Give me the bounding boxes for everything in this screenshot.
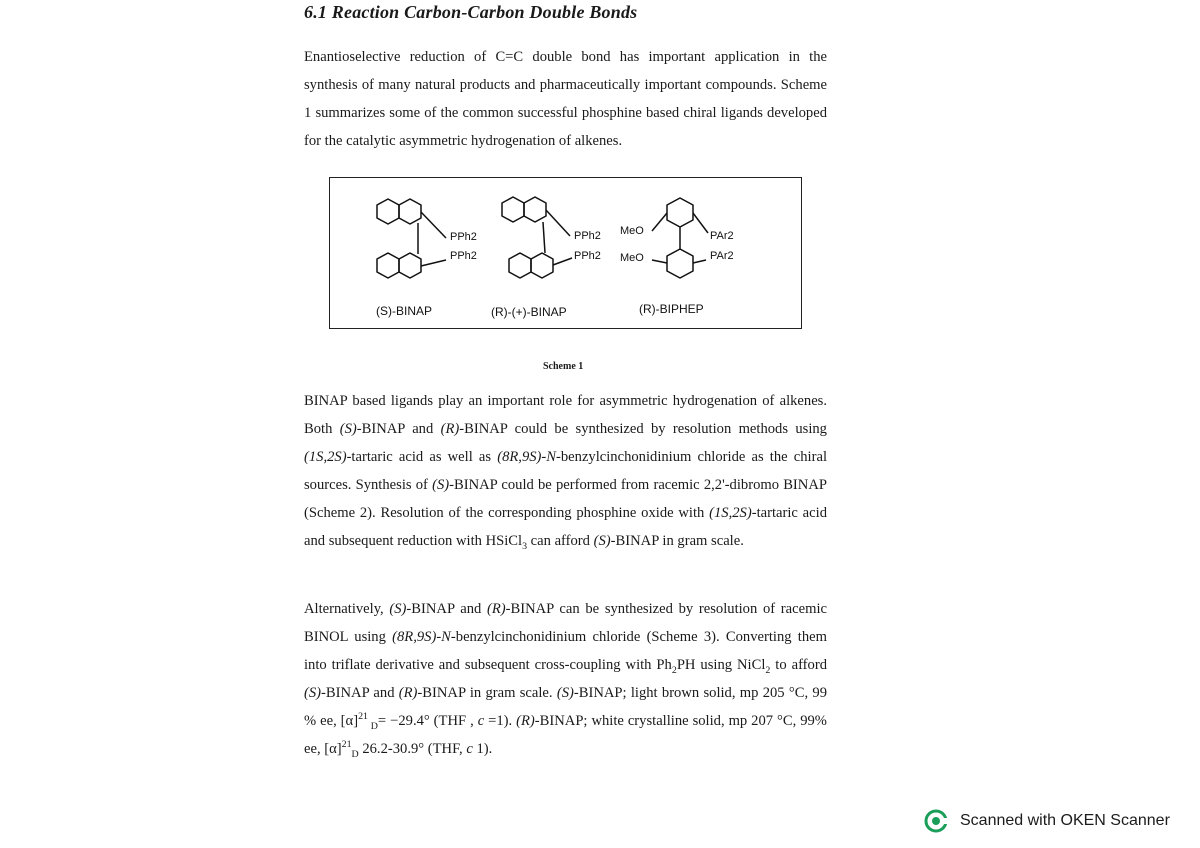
italic-run: (S) (593, 533, 611, 549)
biphep-substituent-1: PAr2 (710, 230, 734, 242)
s-binap-upper-ring-b (399, 199, 421, 224)
text-run: 26.2-30.9° (THF, (358, 741, 467, 757)
text-run: -BINAP and (356, 421, 441, 437)
r-binap-lower-ring-a (509, 253, 531, 278)
watermark-text: Scanned with OKEN Scanner (960, 812, 1170, 829)
compound-name-r-biphep: (R)-BIPHEP (639, 302, 704, 316)
italic-run: (1S,2S) (709, 505, 752, 521)
s-binap-substituent-2: PPh2 (450, 250, 477, 262)
biphep-upper-ring (667, 198, 693, 227)
biphep-lower-ring (667, 249, 693, 278)
text-run: -BINAP; light brown solid, mp 205 °C, 99 % ee, [α] (304, 685, 827, 729)
scanner-watermark (924, 809, 1170, 833)
subscript: D (351, 748, 359, 760)
italic-run: (8R,9S)-N (392, 629, 451, 645)
italic-run: (R) (516, 713, 535, 729)
text-run: 1). (472, 741, 493, 757)
text-run: =1). (484, 713, 517, 729)
subscript: 3 (522, 540, 528, 552)
text-run: -BINAP in gram scale. (417, 685, 557, 701)
compound-name-r-binap: (R)-(+)-BINAP (491, 305, 567, 319)
italic-run: (1S,2S) (304, 449, 347, 465)
subscript: D (367, 720, 378, 732)
italic-run: c (466, 741, 473, 757)
r-binap-upper-ring-a (502, 197, 524, 222)
text-run: BINAP based ligands play an important role for asymmetric hydrogenation of alkenes. Both (304, 393, 827, 437)
italic-run: (S) (389, 601, 407, 617)
binap-paragraph (304, 387, 827, 555)
italic-run: (S) (556, 685, 574, 701)
text-run: -BINAP can be synthesized by resolution of racemic BINOL using (304, 601, 827, 645)
text-run: -BINAP could be synthesized by resolution methods using (459, 421, 827, 437)
italic-run: (R) (398, 685, 418, 701)
alternative-synthesis-paragraph (304, 595, 827, 763)
biphep-methoxy-2: MeO (620, 252, 644, 264)
biphep-substituent-2: PAr2 (710, 250, 734, 262)
intro-paragraph: Enantioselective reduction of C=C double bond has important application in the synthesis of many natural products and pharmaceutically important compounds. Scheme 1 summarizes some of the common successful phosphine based chiral ligands developed for the catalytic asymmetric hydrogenation of alkenes. (304, 49, 827, 149)
text-run: -BINAP in gram scale. (610, 533, 744, 549)
text-run: = −29.4° (THF , (377, 713, 478, 729)
r-binap-substituent-1: PPh2 (574, 230, 601, 242)
italic-run: (S) (339, 421, 357, 437)
text-run: -tartaric acid and subsequent reduction with HSiCl (304, 505, 827, 549)
text-run: PH using NiCl (676, 657, 766, 673)
r-binap-upper-ring-b (524, 197, 546, 222)
text-run: to afford (770, 657, 827, 673)
text-run: -BINAP and (406, 601, 487, 617)
biphep-methoxy-1: MeO (620, 225, 644, 237)
s-binap-lower-ring-b (399, 253, 421, 278)
text-run: -benzylcinchonidinium chloride as the chiral sources. Synthesis of (304, 449, 827, 493)
superscript: 21 (341, 739, 352, 751)
scheme-1-figure (329, 177, 802, 329)
subscript: 2 (671, 664, 677, 676)
text-run: -BINAP and (321, 685, 399, 701)
italic-run: c (477, 713, 485, 729)
scheme-caption: Scheme 1 (543, 361, 584, 372)
subscript: 2 (765, 664, 771, 676)
text-run: -BINAP; white crystalline solid, mp 207 °C, 99% ee, [α] (304, 713, 827, 757)
oken-scanner-logo-icon (924, 809, 950, 833)
italic-run: (8R,9S)-N (497, 449, 557, 465)
r-binap-substituent-2: PPh2 (574, 250, 601, 262)
italic-run: (R) (440, 421, 460, 437)
s-binap-substituent-1: PPh2 (450, 231, 477, 243)
text-run: -BINAP could be performed from racemic 2,2'-dibromo BINAP (Scheme 2). Resolution of the corresponding phosphine oxide with (304, 477, 827, 521)
s-binap-lower-ring-a (377, 253, 399, 278)
text-run: -tartaric acid as well as (346, 449, 498, 465)
compound-name-s-binap: (S)-BINAP (376, 304, 433, 318)
text-run: can afford (527, 533, 594, 549)
italic-run: (S) (432, 477, 450, 493)
italic-run: (S) (304, 685, 322, 701)
section-heading: 6.1 Reaction Carbon-Carbon Double Bonds (304, 2, 638, 22)
italic-run: (R) (486, 601, 506, 617)
superscript: 21 (358, 711, 368, 723)
text-run: Alternatively, (304, 601, 390, 617)
text-run: -benzylcinchonidinium chloride (Scheme 3). Converting them into triflate derivative and subsequent cross-coupling with Ph (304, 629, 827, 673)
s-binap-upper-ring-a (377, 199, 399, 224)
r-binap-lower-ring-b (531, 253, 553, 278)
